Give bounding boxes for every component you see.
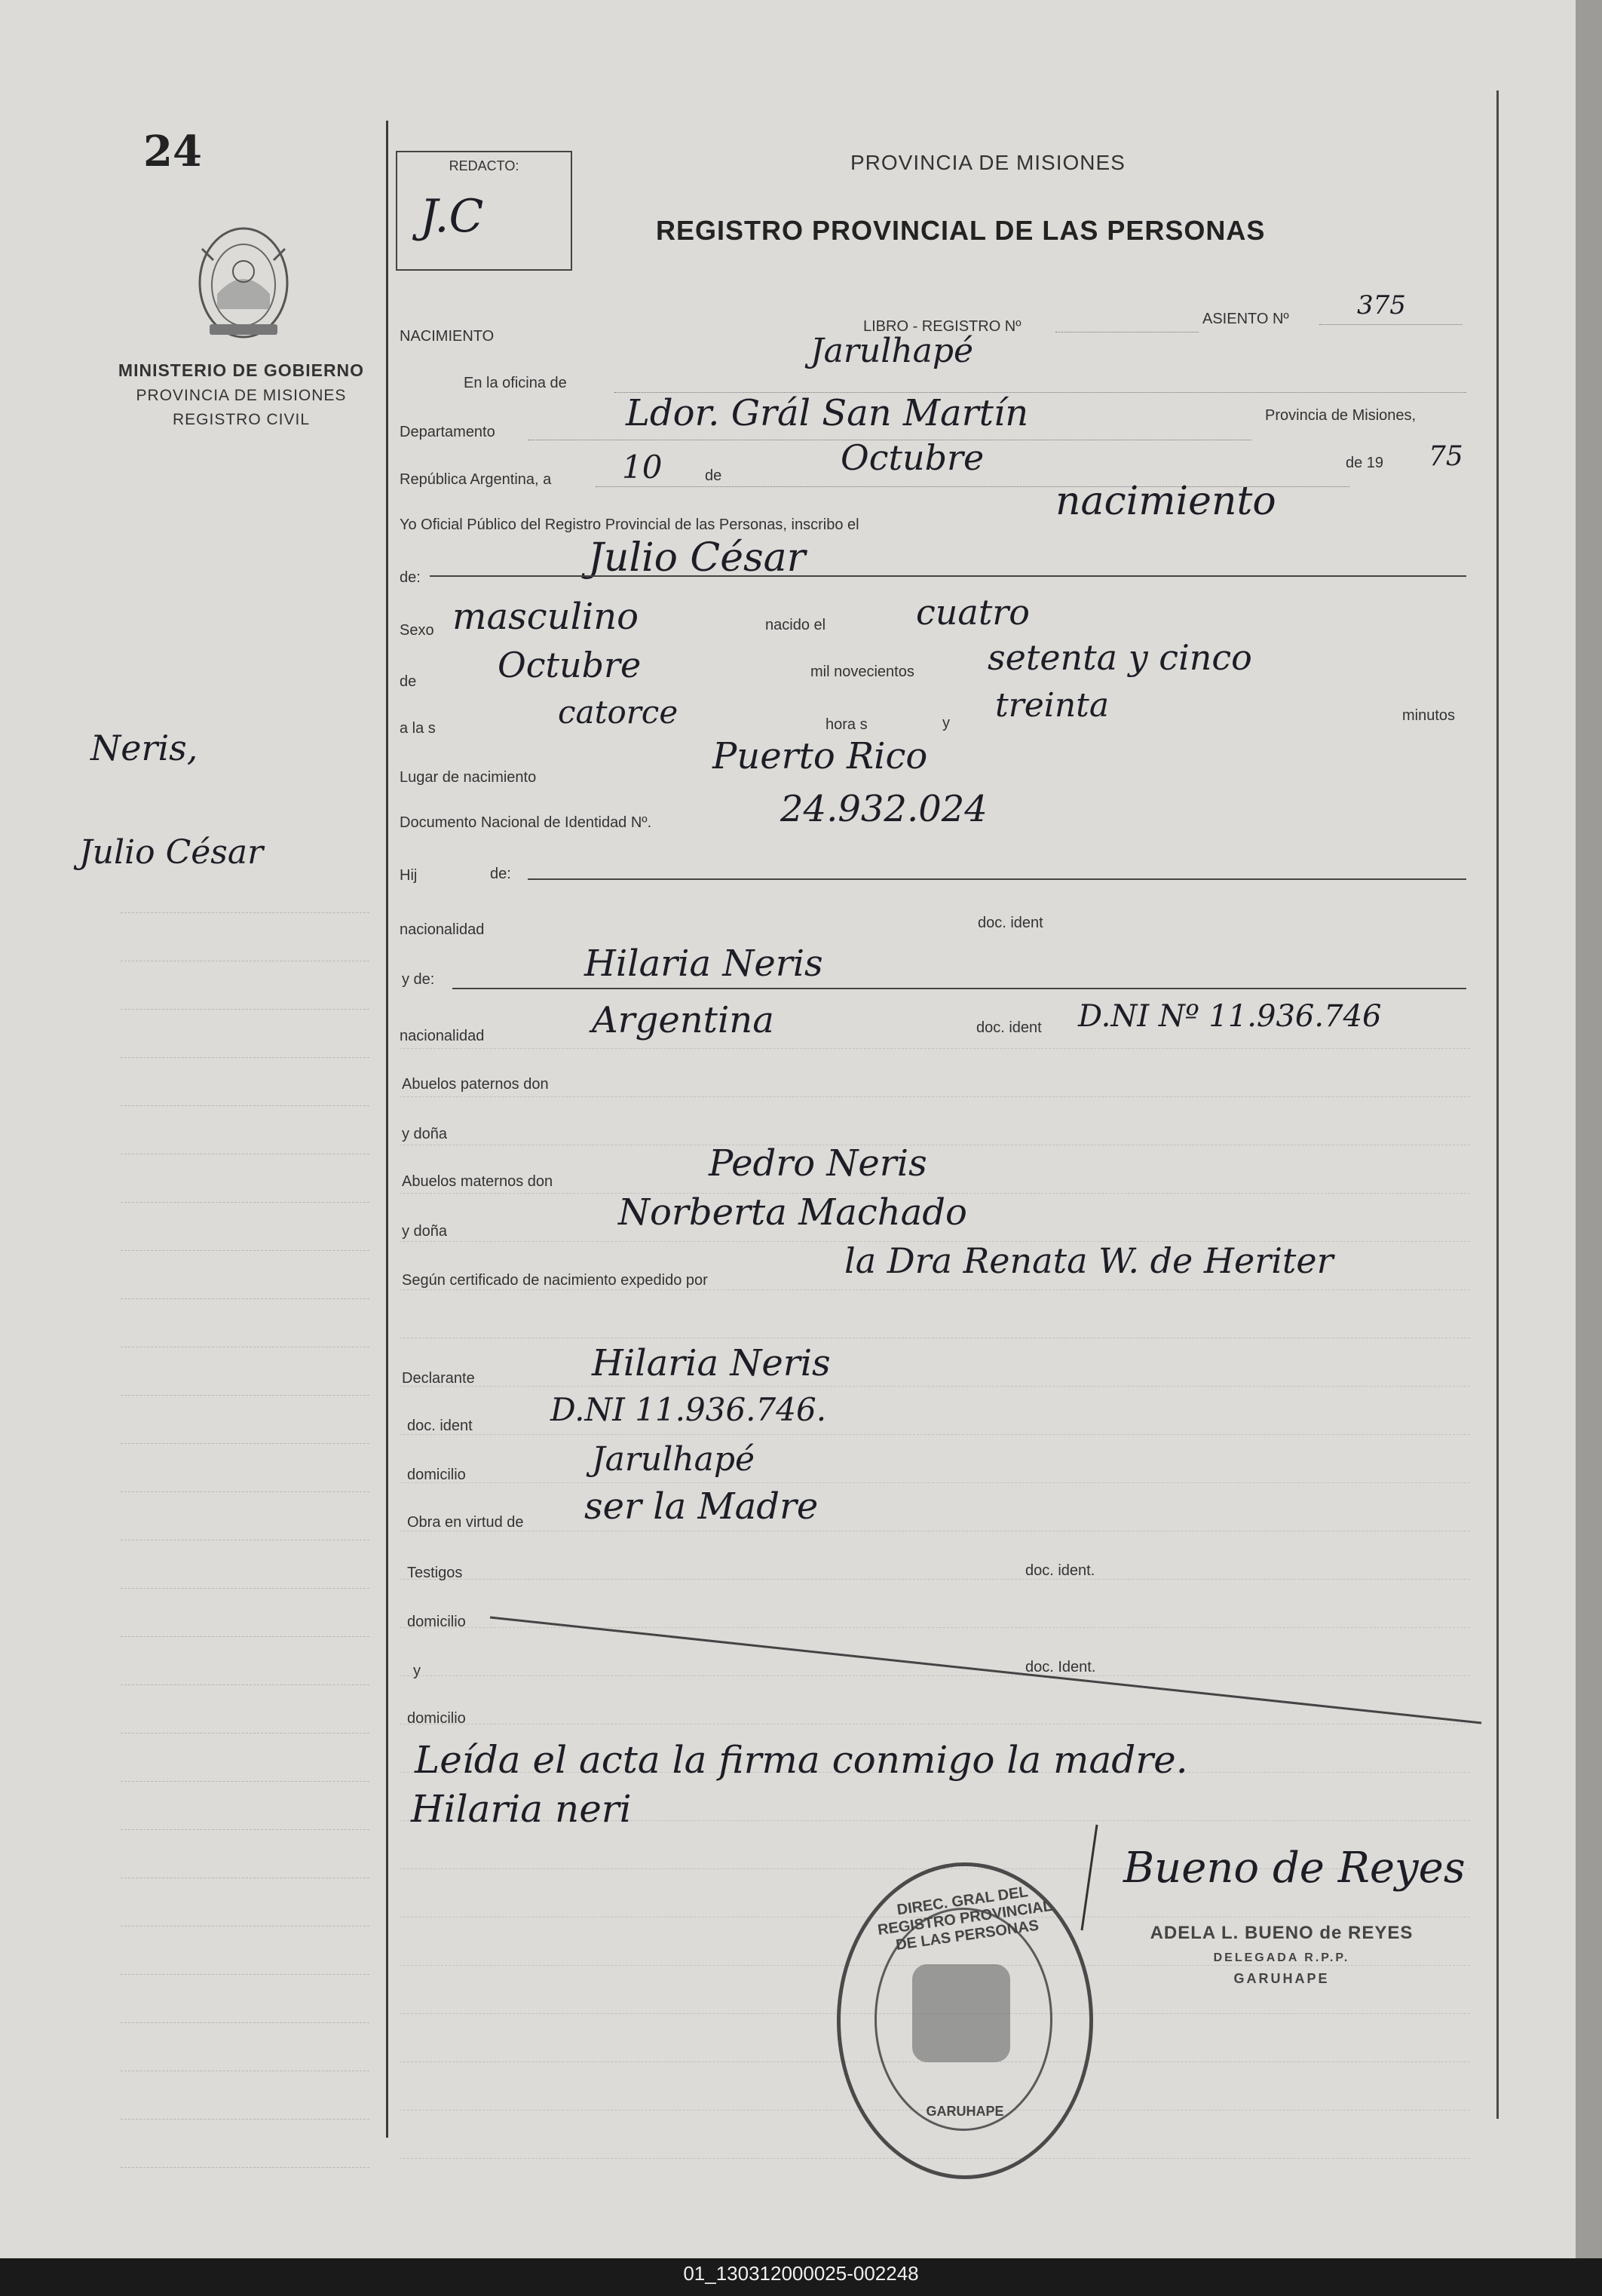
departamento-value: Ldor. Grál San Martín bbox=[626, 392, 1029, 434]
segun-label: Según certificado de nacimiento expedido por bbox=[402, 1272, 708, 1289]
abuelos-pat-label: Abuelos paternos don bbox=[402, 1076, 549, 1093]
nacimiento-label: NACIMIENTO bbox=[400, 328, 495, 345]
oficina-value: Jarulhapé bbox=[810, 332, 974, 370]
libro-label: LIBRO - REGISTRO Nº bbox=[863, 318, 1022, 335]
segun-value: la Dra Renata W. de Heriter bbox=[844, 1240, 1334, 1281]
ministry-title: MINISTERIO DE GOBIERNO bbox=[118, 360, 365, 380]
declarante-label: Declarante bbox=[402, 1370, 475, 1387]
yo-oficial-label: Yo Oficial Público del Registro Provincial de las Personas, inscribo el bbox=[400, 517, 859, 533]
lugar-label: Lugar de nacimiento bbox=[400, 769, 537, 786]
madre-value: Hilaria Neris bbox=[584, 943, 823, 985]
signer-role: DELEGADA R.P.P. bbox=[1213, 1951, 1350, 1964]
y2-label: y bbox=[413, 1663, 421, 1679]
signer-name: ADELA L. BUENO de REYES bbox=[1150, 1923, 1414, 1943]
docident4-label: doc. ident. bbox=[1025, 1562, 1095, 1579]
ydona2-label: y doña bbox=[402, 1223, 448, 1240]
abuelos-mat-value: Pedro Neris bbox=[709, 1142, 927, 1185]
redacto-label: REDACTO: bbox=[449, 158, 519, 173]
docident1-label: doc. ident bbox=[978, 915, 1043, 931]
sexo-label: Sexo bbox=[400, 622, 434, 639]
ministry-province: PROVINCIA DE MISIONES bbox=[136, 387, 347, 404]
hora-label: hora s bbox=[826, 716, 868, 733]
signer-place: GARUHAPE bbox=[1233, 1971, 1330, 1986]
de2-label: de: bbox=[400, 569, 421, 586]
nombre-value: Julio César bbox=[588, 535, 806, 581]
seal-inner-text: GARUHAPE bbox=[926, 2104, 1004, 2119]
domicilio2-label: domicilio bbox=[407, 1614, 466, 1630]
margin-surname: Neris, bbox=[90, 728, 198, 768]
nacionalidad2-value: Argentina bbox=[592, 999, 774, 1041]
oficina-label: En la oficina de bbox=[464, 375, 567, 391]
docident3-label: doc. ident bbox=[407, 1418, 473, 1434]
republica-label: República Argentina, a bbox=[400, 471, 552, 488]
nacionalidad2-label: nacionalidad bbox=[400, 1028, 485, 1044]
alas-label: a la s bbox=[400, 720, 436, 737]
minutos-label: minutos bbox=[1402, 707, 1456, 724]
hij-label: Hij bbox=[400, 867, 418, 884]
mes-value: Octubre bbox=[841, 437, 985, 478]
sexo-value: masculino bbox=[452, 596, 639, 638]
image-id-footer: 01_130312000025-002248 bbox=[683, 2262, 919, 2285]
domicilio1-value: Jarulhapé bbox=[592, 1440, 755, 1479]
docident3-value: D.NI 11.936.746. bbox=[550, 1391, 827, 1428]
yo-oficial-value: nacimiento bbox=[1055, 479, 1276, 524]
anio-value: 75 bbox=[1429, 441, 1463, 472]
seal-text: DIREC. GRAL DEL REGISTRO PROVINCIAL DE LAS PERSONAS bbox=[876, 1884, 1053, 1954]
nacionalidad1-label: nacionalidad bbox=[400, 921, 485, 938]
testigos-label: Testigos bbox=[407, 1565, 463, 1581]
sheet-number: 24 bbox=[143, 127, 202, 176]
domicilio1-label: domicilio bbox=[407, 1467, 466, 1483]
de-label: de bbox=[705, 467, 722, 484]
obra-label: Obra en virtud de bbox=[407, 1514, 524, 1531]
ministry-office: REGISTRO CIVIL bbox=[172, 411, 311, 428]
nacido-value: cuatro bbox=[916, 592, 1030, 633]
dni-label: Documento Nacional de Identidad Nº. bbox=[400, 814, 652, 831]
y-label: y bbox=[942, 715, 950, 731]
signature-block bbox=[1116, 1923, 1447, 1987]
anio-nac-value: setenta y cinco bbox=[988, 637, 1252, 678]
docident2-value: D.NI Nº 11.936.746 bbox=[1078, 999, 1382, 1034]
departamento-label: Departamento bbox=[400, 424, 495, 440]
declarante-value: Hilaria Neris bbox=[592, 1342, 831, 1384]
hij-de-label: de: bbox=[490, 866, 511, 882]
minutos-value: treinta bbox=[995, 686, 1110, 725]
note-line-2: Hilaria neri bbox=[411, 1787, 632, 1831]
anio-label: de 19 bbox=[1346, 455, 1384, 471]
seal-emblem-icon bbox=[912, 1964, 1010, 2062]
registry-title: REGISTRO PROVINCIAL DE LAS PERSONAS bbox=[656, 215, 1266, 246]
dni-value: 24.932.024 bbox=[780, 788, 988, 830]
province-title: PROVINCIA DE MISIONES bbox=[850, 151, 1126, 174]
yde-label: y de: bbox=[402, 971, 435, 988]
nacido-label: nacido el bbox=[765, 617, 826, 633]
docident2-label: doc. ident bbox=[976, 1019, 1042, 1036]
margin-given-names: Julio César bbox=[79, 833, 264, 872]
docident5-label: doc. Ident. bbox=[1025, 1659, 1096, 1675]
provincia-label: Provincia de Misiones, bbox=[1265, 407, 1417, 424]
ydona2-value: Norberta Machado bbox=[618, 1191, 967, 1234]
hora-value: catorce bbox=[558, 694, 678, 731]
mil-label: mil novecientos bbox=[810, 664, 914, 680]
signature: Bueno de Reyes bbox=[1123, 1844, 1466, 1893]
asiento-value: 375 bbox=[1357, 290, 1406, 320]
domicilio3-label: domicilio bbox=[407, 1710, 466, 1727]
de3-label: de bbox=[400, 673, 417, 690]
ydona1-label: y doña bbox=[402, 1126, 448, 1142]
abuelos-mat-label: Abuelos maternos don bbox=[402, 1173, 553, 1190]
mes-nac-value: Octubre bbox=[498, 645, 642, 685]
note-line-1: Leída el acta la firma conmigo la madre. bbox=[415, 1738, 1188, 1782]
redacto-value: J.C bbox=[420, 190, 484, 243]
lugar-value: Puerto Rico bbox=[712, 735, 928, 777]
asiento-label: ASIENTO Nº bbox=[1202, 311, 1289, 327]
obra-value: ser la Madre bbox=[584, 1485, 819, 1528]
dia-value: 10 bbox=[622, 449, 663, 486]
